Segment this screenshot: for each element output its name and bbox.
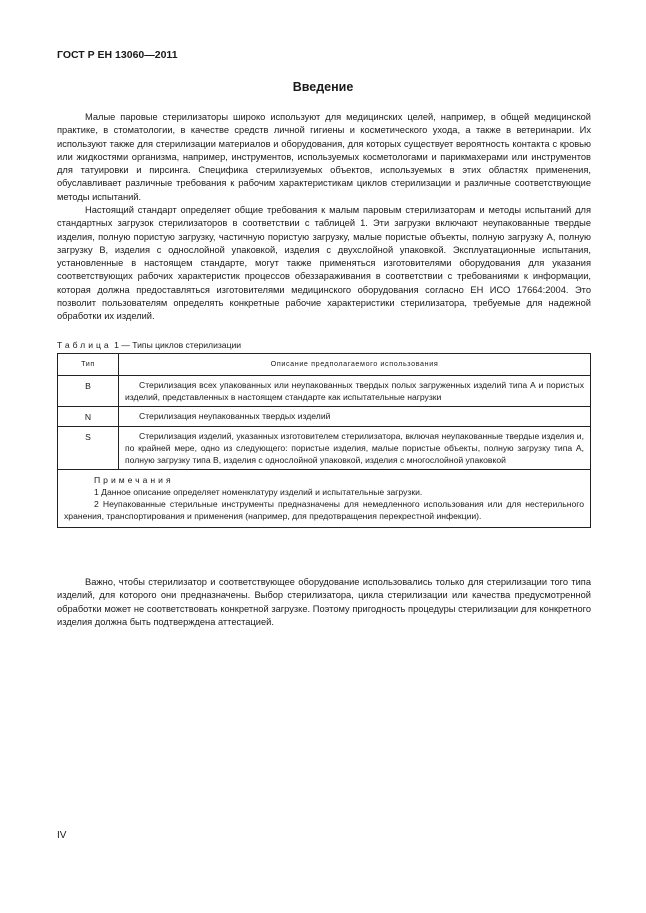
row-description: Стерилизация изделий, указанных изготовителем стерилизатора, включая неупакованные твердые изделия и, по крайней мере, одно из следующего: пористые изделия, малые пористые объекты, полную загрузку типа А, полную загрузку типа В, изделия с однослойной упаковкой, изделия с многослойной упаковкой: [119, 426, 591, 470]
row-type: S: [58, 426, 119, 470]
intro-paragraph-1: Малые паровые стерилизаторы широко используют для медицинских целей, например, в общей медицинской практике, в стоматологии, в качестве средств личной гигиены и косметического ухода, а также в ветеринарии. Их используют также для стерилизации материалов и оборудования, для которых существует вероятность контакта с кровью или жидкостями организма, например, инструментов, используемых косметологами и парикмахерами или инструментов для татуировки и пирсинга. Специфика стерилизуемых объектов, используемых в этих областях применения, обуславливает различные требования к рабочим характеристикам циклов стерилизации и различные соответствующие методы испытаний.: [57, 112, 591, 202]
table-header-row: [58, 354, 591, 376]
section-title: Введение: [292, 80, 354, 94]
table-caption-text: 1 — Типы циклов стерилизации: [114, 340, 242, 350]
table-notes-row: [58, 470, 591, 528]
note-1: 1 Данное описание определяет номенклатуру изделий и испытательные загрузки.: [94, 487, 423, 498]
table-notes: [58, 470, 591, 528]
header-type: Тип: [58, 354, 119, 376]
closing-paragraph: Важно, чтобы стерилизатор и соответствующее оборудование использовались только для стерилизации того типа изделий, для которого они предназначены. Выбор стерилизатора, цикла стерилизации или качества предусмотренной обработки может не соответствовать конкретной загрузке. Поэтому пригодность процедуры стерилизации для конкретного изделия должна быть подтверждена аттестацией.: [57, 577, 591, 627]
table-caption-word: Таблица: [57, 340, 112, 350]
page-number: IV: [57, 830, 67, 841]
table-row: [58, 426, 591, 470]
row-description: Стерилизация всех упакованных или неупакованных твердых полых загруженных изделий типа А и пористых изделий, представленных в настоящем стандарте как испытательные нагрузки: [119, 376, 591, 407]
row-type: N: [58, 407, 119, 426]
note-2: 2 Неупакованные стерильные инструменты предназначены для немедленного использования или для нестерильного хранения, транспортирования и применения (например, для предотвращения перекрестной инфекции).: [64, 499, 584, 522]
standard-designation: ГОСТ Р ЕН 13060—2011: [57, 49, 178, 61]
intro-paragraph-2: Настоящий стандарт определяет общие требования к малым паровым стерилизаторам и методы испытаний для стандартных загрузок стерилизаторов в соответствии с таблицей 1. Эти загрузки включают неупакованные твердые изделия, полную пористую загрузку, частичную пористую загрузку, малые пористые объекты, полную загрузку А, полную загрузку В, изделия с однослойной упаковкой, изделия с двухслойной упаковкой. Эксплуатационные испытания, установленные в настоящем стандарте, могут также применяться изготовителями оборудования для указания соответствующих рабочих характеристик процессов обеззараживания в соответствии с требованиями к информации, которая должна предоставляться изготовителями медицинского оборудования согласно ЕН ИСО 17664:2004. Это позволит пользователям определять конкретные рабочие характеристики стерилизатора, требуемые для надежной обработки их изделий.: [57, 205, 591, 322]
table-caption: [57, 340, 241, 350]
header-description: Описание предполагаемого использования: [119, 354, 591, 376]
notes-header: Примечания: [94, 475, 174, 486]
cycle-types-table: [57, 353, 591, 528]
row-description: Стерилизация неупакованных твердых изделий: [119, 407, 591, 426]
table-row: [58, 376, 591, 407]
table-row: [58, 407, 591, 426]
row-type: B: [58, 376, 119, 407]
